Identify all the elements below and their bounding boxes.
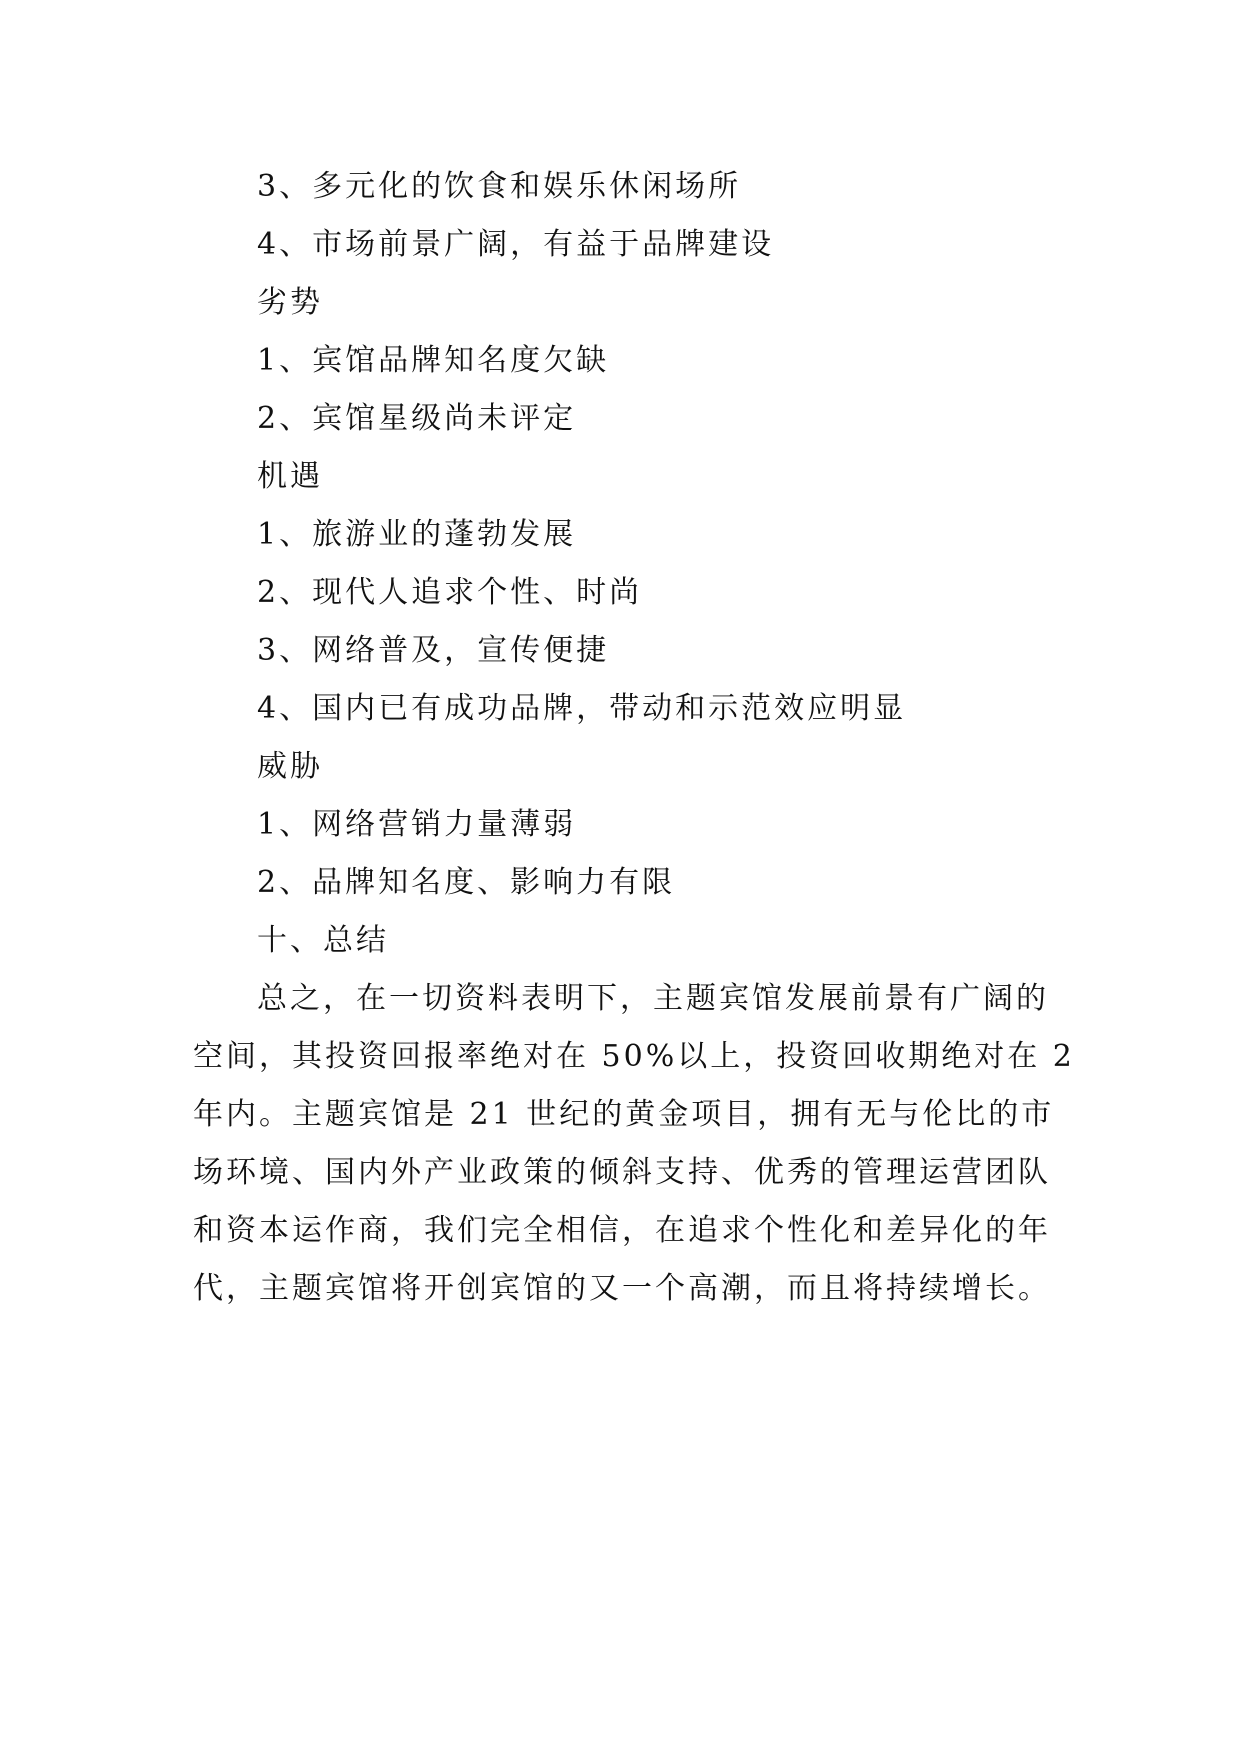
weakness-item-2: 2、宾馆星级尚未评定 xyxy=(257,401,577,436)
strength-item-4: 4、市场前景广阔，有益于品牌建设 xyxy=(257,227,775,262)
summary-paragraph xyxy=(193,970,1075,1318)
summary-line-3: 年内。主题宾馆是 21 世纪的黄金项目，拥有无与伦比的市 xyxy=(193,1097,1055,1132)
weakness-item-1: 1、宾馆品牌知名度欠缺 xyxy=(257,343,610,378)
opportunity-item-2: 2、现代人追求个性、时尚 xyxy=(257,575,643,610)
summary-line-4: 场环境、国内外产业政策的倾斜支持、优秀的管理运营团队 xyxy=(193,1155,1051,1190)
summary-line-6: 代，主题宾馆将开创宾馆的又一个高潮，而且将持续增长。 xyxy=(193,1271,1051,1306)
summary-line-5: 和资本运作商，我们完全相信，在追求个性化和差异化的年 xyxy=(193,1213,1051,1248)
threat-item-1: 1、网络营销力量薄弱 xyxy=(257,807,577,842)
strength-item-3: 3、多元化的饮食和娱乐休闲场所 xyxy=(257,169,742,204)
threat-item-2: 2、品牌知名度、影响力有限 xyxy=(257,865,676,900)
section-heading-threats: 威胁 xyxy=(257,749,323,784)
opportunity-item-1: 1、旅游业的蓬勃发展 xyxy=(257,517,577,552)
opportunity-item-3: 3、网络普及，宣传便捷 xyxy=(257,633,610,668)
document-body xyxy=(193,158,1075,1318)
opportunity-item-4: 4、国内已有成功品牌，带动和示范效应明显 xyxy=(257,691,907,726)
summary-line-2: 空间，其投资回报率绝对在 50%以上，投资回收期绝对在 2 xyxy=(193,1039,1075,1074)
summary-line-1: 总之，在一切资料表明下，主题宾馆发展前景有广阔的 xyxy=(257,981,1049,1016)
section-heading-summary: 十、总结 xyxy=(257,923,389,958)
section-heading-opportunities: 机遇 xyxy=(257,459,323,494)
section-heading-weaknesses: 劣势 xyxy=(257,285,323,320)
